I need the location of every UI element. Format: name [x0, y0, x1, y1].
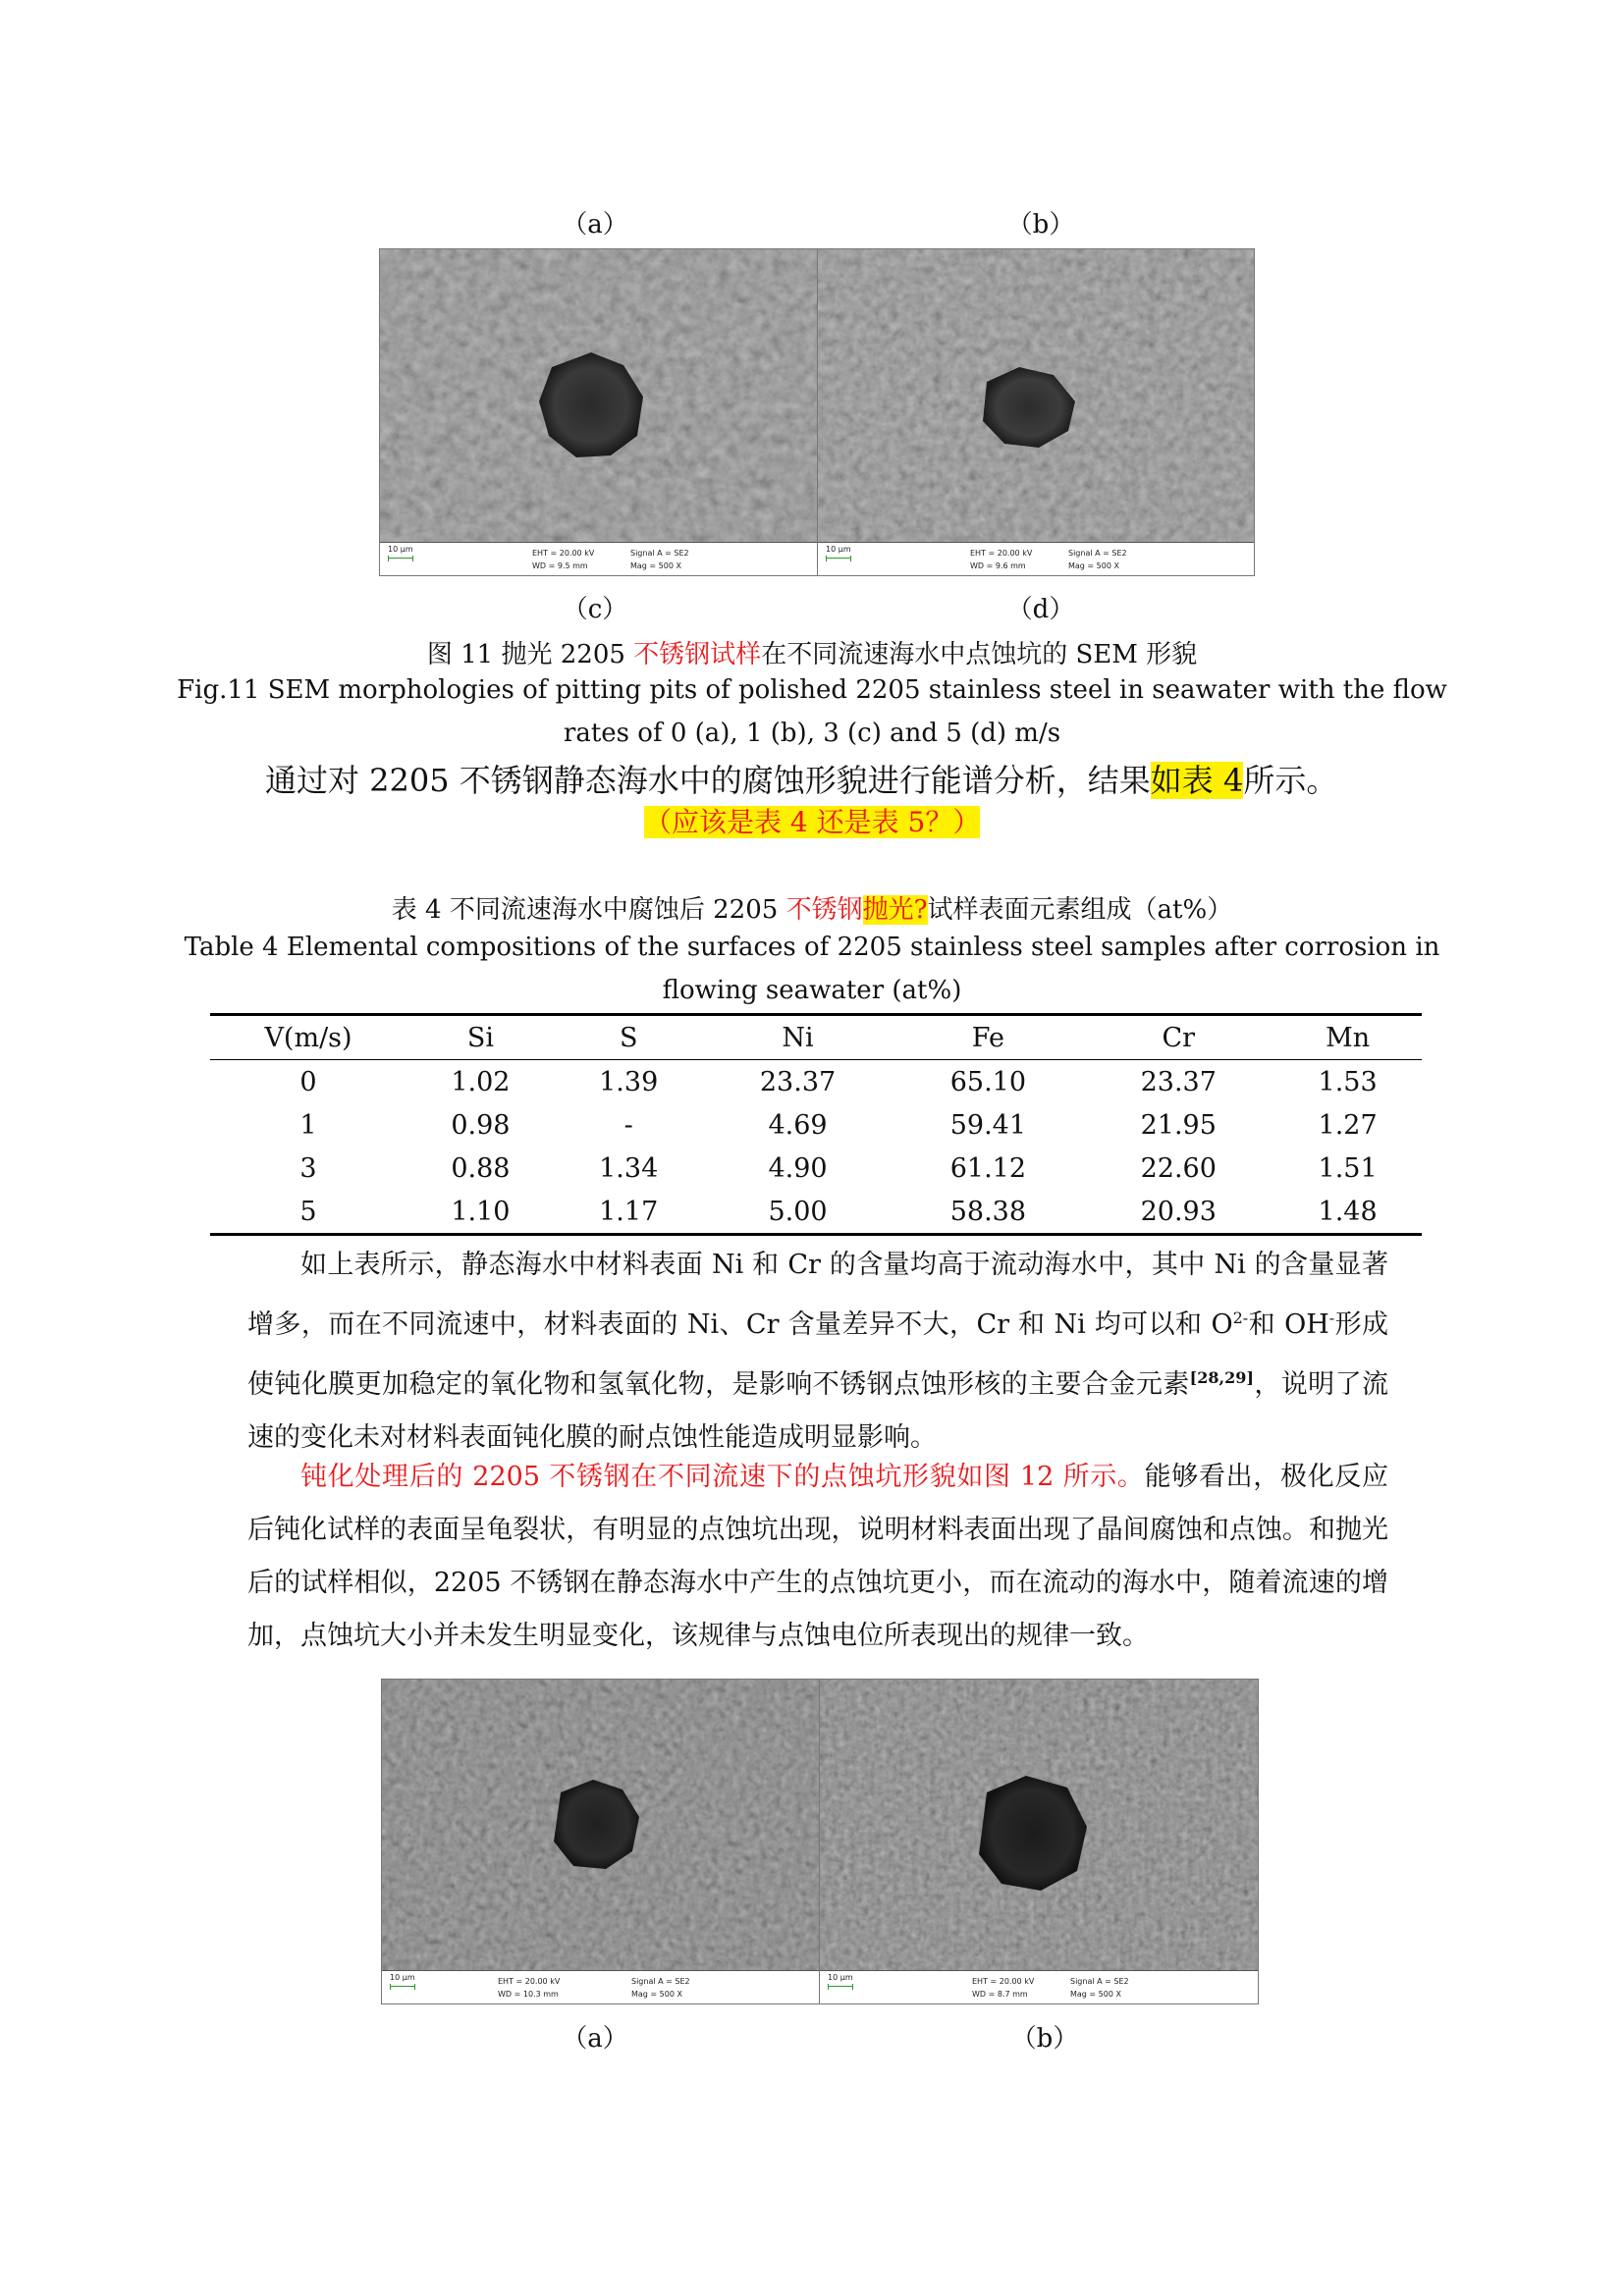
fig11-caption-cn-suffix: 在不同流速海水中点蚀坑的 SEM 形貌 [761, 640, 1198, 669]
intro-text-after: 所示。 [1243, 762, 1338, 799]
intro-highlight: 如表 4 [1150, 762, 1244, 799]
table-cell: 23.37 [759, 1066, 837, 1097]
table4-caption-cn-highlight: 抛光? [862, 895, 928, 925]
col-header-fe: Fe [971, 1022, 1004, 1053]
table4-caption-cn [0, 889, 1624, 926]
table-cell: 1.10 [451, 1196, 511, 1227]
sem-micrograph-a [382, 1680, 820, 1971]
table-cell: 0.98 [451, 1109, 511, 1141]
fig11-caption-cn-red: 不锈钢试样 [633, 640, 762, 669]
sem-micrograph-c [380, 249, 818, 543]
wd-readout: WD = 10.3 mm [498, 1990, 559, 1999]
mag-readout: Mag = 500 X [1068, 561, 1119, 570]
table-cell: 3 [299, 1152, 317, 1184]
reviewer-note [644, 801, 980, 840]
fig11-caption-en-line1: Fig.11 SEM morphologies of pitting pits of polished 2205 stainless steel in seawater with the flow [177, 675, 1447, 705]
table4-caption-cn-suffix: 试样表面元素组成（at%） [927, 895, 1233, 925]
mag-readout: Mag = 500 X [1070, 1990, 1121, 1999]
table-header-row [210, 1015, 1422, 1060]
paragraph2-red-text: 钝化处理后的 2205 不锈钢在不同流速下的点蚀坑形貌如图 12 所示。 [300, 1462, 1145, 1492]
table4-caption-en-line2: flowing seawater (at%) [662, 976, 962, 1005]
signal-readout: Signal A = SE2 [1070, 1977, 1129, 1986]
table-cell: 20.93 [1140, 1196, 1217, 1227]
fig11-sem-panel-d [817, 248, 1255, 576]
paragraph1-text1: 如上表所示，静态海水中材料表面 Ni 和 Cr 的含量均高于流动海水中，其中 Ni 的含量显著增多，而在不同流速中，材料表面的 Ni、Cr 含量差异不大，Cr 和 Ni 均可以和 O [247, 1250, 1388, 1340]
scale-label: 10 μm [390, 1973, 415, 1982]
table-cell: 1.39 [599, 1066, 659, 1097]
sem-info-bar [382, 1970, 820, 2003]
wd-readout: WD = 9.5 mm [532, 561, 588, 570]
scale-label: 10 μm [826, 545, 851, 554]
intro-sentence [265, 756, 1337, 801]
scale-label: 10 μm [388, 545, 413, 554]
table-row [210, 1147, 1422, 1190]
table-cell: 1.48 [1318, 1196, 1378, 1227]
reviewer-note-text: （应该是表 4 还是表 5？） [644, 806, 981, 838]
table-cell: 5.00 [768, 1196, 828, 1227]
table-cell: 4.69 [768, 1109, 828, 1141]
col-header-s: S [619, 1022, 638, 1053]
col-header-si: Si [466, 1022, 494, 1053]
table-cell: 1.53 [1318, 1066, 1378, 1097]
signal-readout: Signal A = SE2 [630, 549, 689, 558]
paragraph1-text2: 和 OH [1248, 1309, 1329, 1340]
table-cell: 1.51 [1318, 1152, 1378, 1184]
fig12-label-a: （a） [562, 2024, 628, 2054]
table-cell: 0.88 [451, 1152, 511, 1184]
scale-bar [826, 556, 851, 561]
table-cell: 65.10 [949, 1066, 1027, 1097]
scale-bar [388, 556, 413, 561]
sem-info-bar [818, 542, 1254, 575]
body-paragraph-1 [247, 1239, 1388, 1465]
sem-info-bar [380, 542, 818, 575]
table-cell: 61.12 [949, 1152, 1027, 1184]
fig11-sem-panel-c [379, 248, 819, 576]
fig12-sem-panel-b [819, 1679, 1259, 2004]
eht-readout: EHT = 20.00 kV [972, 1977, 1035, 1986]
table-row [210, 1060, 1422, 1104]
fig12-label-b: （b） [1010, 2024, 1079, 2054]
mag-readout: Mag = 500 X [630, 561, 681, 570]
scale-bar [828, 1984, 853, 1990]
col-header-mn: Mn [1326, 1022, 1371, 1053]
fig12-sem-panel-a [381, 1679, 821, 2004]
eht-readout: EHT = 20.00 kV [532, 549, 595, 558]
intro-text-before: 通过对 2205 不锈钢静态海水中的腐蚀形貌进行能谱分析，结果 [265, 762, 1151, 799]
table-cell: 58.38 [949, 1196, 1027, 1227]
eht-readout: EHT = 20.00 kV [498, 1977, 561, 1986]
fig11-label-d: （d） [1006, 595, 1075, 624]
composition-table [210, 1013, 1422, 1236]
paragraph2-text: 能够看出，极化反应后钝化试样的表面呈龟裂状，有明显的点蚀坑出现，说明材料表面出现了晶间腐蚀和点蚀。和抛光后的试样相似，2205 不锈钢在静态海水中产生的点蚀坑更小，而在流动的海水中，随着流速的增加，点蚀坑大小并未发生明显变化，该规律与点蚀电位所表现出的规律一致。 [247, 1462, 1388, 1651]
sem-micrograph-b [820, 1680, 1258, 1971]
table-row [210, 1103, 1422, 1147]
paragraph1-text3: 形成使钝化膜更加稳定的氧化物和氢氧化物，是影响不锈钢点蚀形核的主要合金元素 [247, 1309, 1389, 1400]
table-cell: 22.60 [1140, 1152, 1217, 1184]
table-cell: 23.37 [1140, 1066, 1217, 1097]
paragraph1-text4: ，说明了流速的变化未对材料表面钝化膜的耐点蚀性能造成明显影响。 [247, 1369, 1388, 1453]
body-paragraph-2 [247, 1451, 1388, 1663]
signal-readout: Signal A = SE2 [631, 1977, 690, 1986]
citation-28-29: [28,29] [1189, 1368, 1254, 1387]
fig11-label-c: （c） [562, 595, 628, 624]
table-cell: - [623, 1109, 633, 1141]
fig11-label-a: （a） [562, 210, 628, 240]
scale-label: 10 μm [828, 1973, 853, 1982]
table4-caption-en-line1: Table 4 Elemental compositions of the surfaces of 2205 stainless steel samples after corrosion in [184, 933, 1440, 962]
table-cell: 0 [299, 1066, 317, 1097]
col-header-velocity: V(m/s) [264, 1022, 352, 1053]
table4-caption-cn-red: 不锈钢 [785, 895, 863, 925]
table4-caption-cn-prefix: 表 4 不同流速海水中腐蚀后 2205 [391, 895, 786, 925]
table-cell: 1.17 [599, 1196, 659, 1227]
fig11-caption-en-line2: rates of 0 (a), 1 (b), 3 (c) and 5 (d) m/s [563, 719, 1061, 748]
table-cell: 1.27 [1318, 1109, 1378, 1141]
superscript-oh: - [1328, 1308, 1335, 1327]
fig11-caption-cn-prefix: 图 11 抛光 2205 [426, 640, 634, 669]
table-cell: 1.34 [599, 1152, 659, 1184]
table-cell: 5 [299, 1196, 317, 1227]
sem-micrograph-d [818, 249, 1254, 543]
fig11-caption-cn [0, 634, 1624, 670]
mag-readout: Mag = 500 X [631, 1990, 682, 1999]
scale-bar [390, 1984, 415, 1990]
table-cell: 1.02 [451, 1066, 511, 1097]
wd-readout: WD = 9.6 mm [970, 561, 1026, 570]
table-cell: 59.41 [949, 1109, 1027, 1141]
table-cell: 21.95 [1140, 1109, 1217, 1141]
superscript-o2: 2- [1232, 1308, 1249, 1327]
table-cell: 4.90 [768, 1152, 828, 1184]
sem-info-bar [820, 1970, 1258, 2003]
table-row [210, 1190, 1422, 1235]
col-header-ni: Ni [782, 1022, 814, 1053]
table-cell: 1 [299, 1109, 317, 1141]
wd-readout: WD = 8.7 mm [972, 1990, 1028, 1999]
signal-readout: Signal A = SE2 [1068, 549, 1127, 558]
col-header-cr: Cr [1162, 1022, 1196, 1053]
fig11-label-b: （b） [1006, 210, 1075, 240]
eht-readout: EHT = 20.00 kV [970, 549, 1033, 558]
